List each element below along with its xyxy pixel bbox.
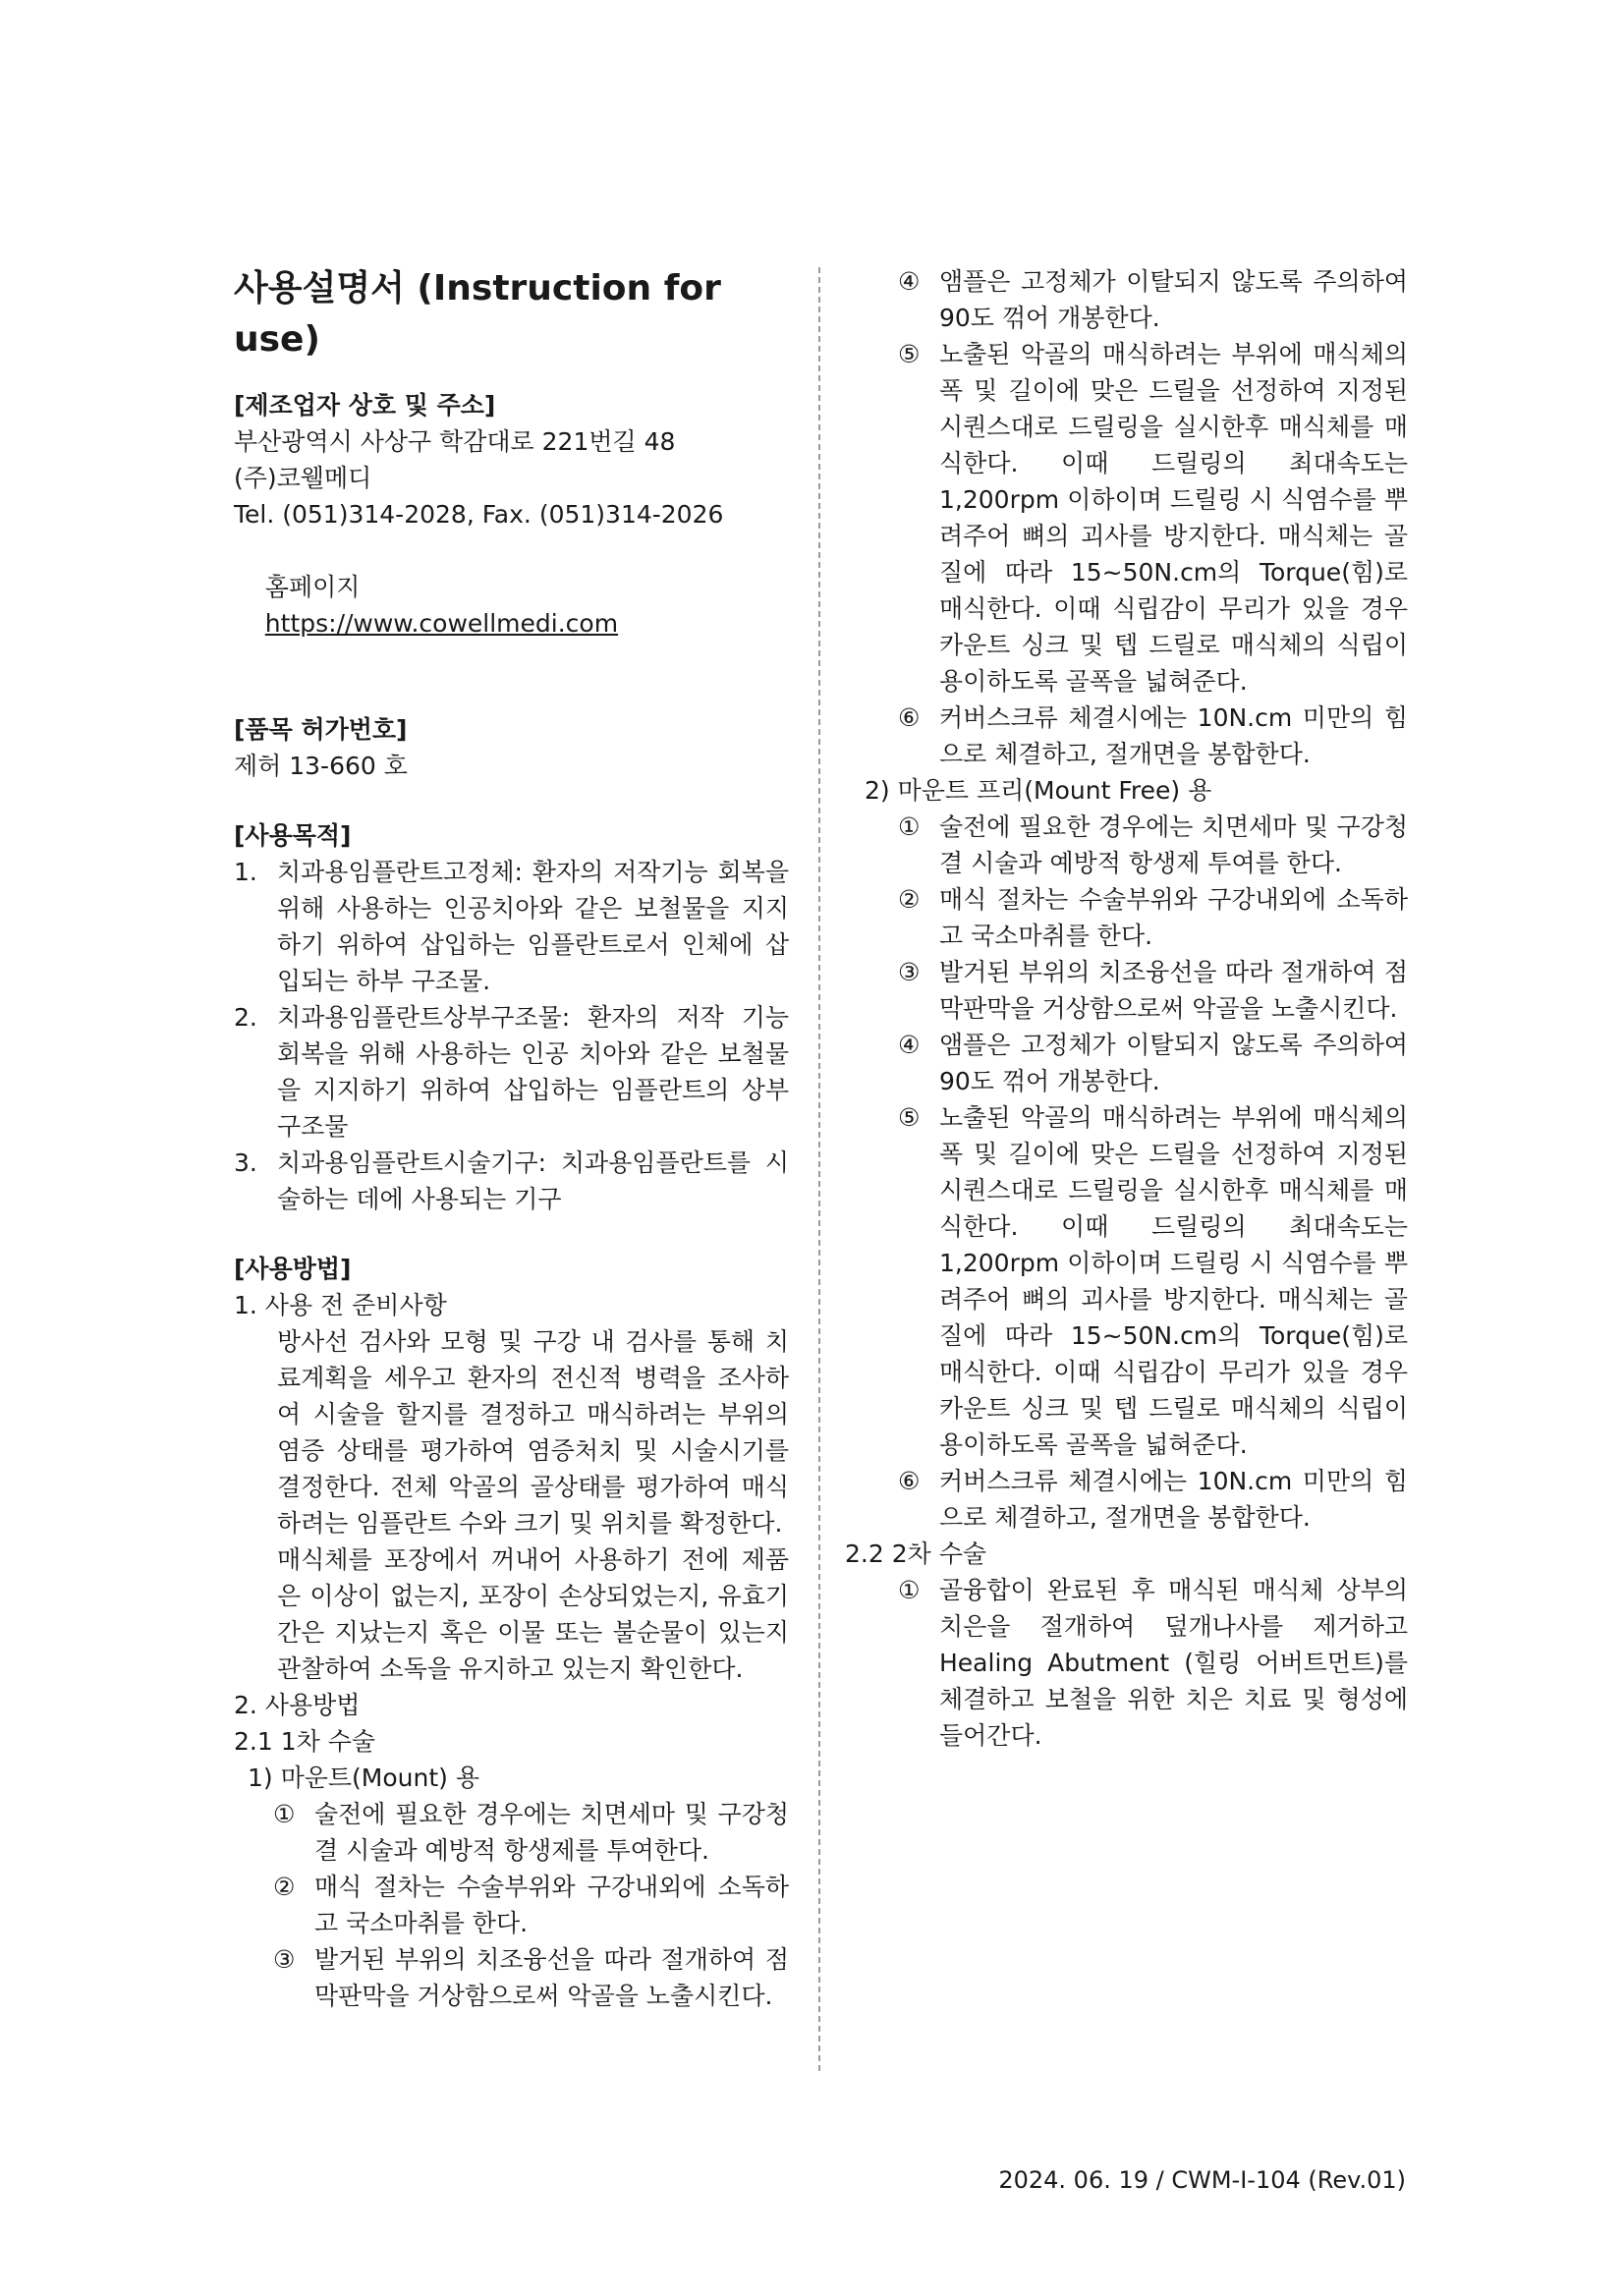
step-number: ①	[273, 1800, 296, 1828]
mount-title: 1) 마운트(Mount) 용	[248, 1764, 480, 1792]
step-text: 발거된 부위의 치조융선을 따라 절개하여 점막판막을 거상함으로써 악골을 노출시킨다.	[314, 1945, 789, 2010]
free-step	[898, 881, 1408, 954]
step-number: ①	[898, 812, 921, 841]
mount-step	[898, 700, 1408, 772]
purpose-item-number: 1.	[234, 858, 257, 886]
prep-paragraph-2: 매식체를 포장에서 꺼내어 사용하기 전에 제품은 이상이 없는지, 포장이 손상되었는지, 유효기간은 지났는지 혹은 이물 또는 불순물이 있는지 관찰하여 소독을 유지하고 있는지 확인한다.	[277, 1545, 789, 1683]
homepage-label: 홈페이지	[264, 573, 361, 601]
step-number: ①	[898, 1576, 921, 1604]
step-number: ④	[898, 1031, 921, 1059]
purpose-item	[234, 999, 789, 1145]
purpose-item	[234, 1145, 789, 1217]
free-step	[898, 954, 1408, 1027]
purpose-item-number: 2.	[234, 1003, 257, 1032]
manufacturer-tel-fax: Tel. (051)314-2028, Fax. (051)314-2026	[234, 500, 724, 529]
manufacturer-company: (주)코웰메디	[234, 464, 372, 492]
prep-title: 1. 사용 전 준비사항	[234, 1291, 447, 1319]
left-column	[234, 263, 789, 2014]
homepage-link[interactable]: https://www.cowellmedi.com	[264, 609, 619, 638]
step-text: 술전에 필요한 경우에는 치면세마 및 구강청결 시술과 예방적 항생제 투여를 한다.	[939, 812, 1408, 877]
purpose-heading: [사용목적]	[234, 821, 352, 850]
free-step	[898, 1027, 1408, 1099]
prep-paragraph-1: 방사선 검사와 모형 및 구강 내 검사를 통해 치료계획을 세우고 환자의 전신적 병력을 조사하여 시술을 할지를 결정하고 매식하려는 부위의 염증 상태를 평가하여 염증처치 및 시술시기를 결정한다. 전체 악골의 골상태를 평가하여 매식하려는 임플란트 수와 크기 및 위치를 확정한다.	[277, 1327, 789, 1538]
stage2-step	[898, 1572, 1408, 1754]
step-text: 노출된 악골의 매식하려는 부위에 매식체의 폭 및 길이에 맞은 드릴을 선정하여 지정된 시퀀스대로 드릴링을 실시한후 매식체를 매식한다. 이때 드릴링의 최대속도는 1,200rpm 이하이며 드릴링 시 식염수를 뿌려주어 뼈의 괴사를 방지한다. 매식체는 골질에 따라 15~50N.cm의 Torque(힘)로 매식한다. 이때 식립감이 무리가 있을 경우 카운트 싱크 및 텝 드릴로 매식체의 식립이 용이하도록 골폭을 넓혀준다.	[939, 1103, 1408, 1459]
free-step	[898, 1099, 1408, 1463]
stage1-title: 2.1 1차 수술	[234, 1727, 376, 1756]
step-text: 커버스크류 체결시에는 10N.cm 미만의 힘으로 체결하고, 절개면을 봉합한다.	[939, 703, 1408, 768]
manufacturer-heading: [제조업자 상호 및 주소]	[234, 391, 496, 420]
homepage-line	[234, 532, 789, 678]
permit-heading: [품목 허가번호]	[234, 715, 408, 744]
step-number: ④	[898, 267, 921, 296]
step-number: ③	[273, 1945, 296, 1974]
step-number: ③	[898, 958, 921, 986]
purpose-item-text: 치과용임플란트시술기구: 치과용임플란트를 시술하는 데에 사용되는 기구	[277, 1148, 789, 1213]
mount-step	[898, 336, 1408, 700]
step-text: 매식 절차는 수술부위와 구강내외에 소독하고 국소마취를 한다.	[939, 885, 1408, 950]
step-text: 매식 절차는 수술부위와 구강내외에 소독하고 국소마취를 한다.	[314, 1873, 789, 1937]
step-text: 커버스크류 체결시에는 10N.cm 미만의 힘으로 체결하고, 절개면을 봉합한다.	[939, 1467, 1408, 1532]
step-number: ⑤	[898, 1103, 921, 1132]
mount-step	[273, 1941, 789, 2014]
purpose-item-text: 치과용임플란트상부구조물: 환자의 저작 기능 회복을 위해 사용하는 인공 치아와 같은 보철물을 지지하기 위하여 삽입하는 임플란트의 상부 구조물	[277, 1003, 789, 1141]
method-heading: [사용방법]	[234, 1255, 352, 1283]
step-number: ②	[273, 1873, 296, 1901]
step-text: 앰플은 고정체가 이탈되지 않도록 주의하여 90도 꺾어 개봉한다.	[939, 1031, 1408, 1095]
purpose-item	[234, 854, 789, 999]
use-title: 2. 사용방법	[234, 1691, 361, 1719]
step-number: ②	[898, 885, 921, 914]
permit-number: 제허 13-660 호	[234, 752, 408, 780]
mount-step	[898, 263, 1408, 336]
stage2-title: 2.2 2차 수술	[845, 1540, 987, 1568]
step-text: 앰플은 고정체가 이탈되지 않도록 주의하여 90도 꺾어 개봉한다.	[939, 267, 1408, 332]
mount-step	[273, 1796, 789, 1869]
step-text: 술전에 필요한 경우에는 치면세마 및 구강청결 시술과 예방적 항생제를 투여한다.	[314, 1800, 789, 1865]
right-column	[845, 263, 1408, 1754]
mount-step	[273, 1869, 789, 1941]
step-number: ⑤	[898, 340, 921, 368]
manufacturer-address: 부산광역시 사상구 학감대로 221번길 48	[234, 427, 676, 456]
step-text: 발거된 부위의 치조융선을 따라 절개하여 점막판막을 거상함으로써 악골을 노출시킨다.	[939, 958, 1408, 1023]
free-step	[898, 809, 1408, 881]
step-number: ⑥	[898, 703, 921, 732]
free-step	[898, 1463, 1408, 1536]
purpose-item-number: 3.	[234, 1148, 257, 1177]
step-text: 노출된 악골의 매식하려는 부위에 매식체의 폭 및 길이에 맞은 드릴을 선정하여 지정된 시퀀스대로 드릴링을 실시한후 매식체를 매식한다. 이때 드릴링의 최대속도는 1,200rpm 이하이며 드릴링 시 식염수를 뿌려주어 뼈의 괴사를 방지한다. 매식체는 골질에 따라 15~50N.cm의 Torque(힘)로 매식한다. 이때 식립감이 무리가 있을 경우 카운트 싱크 및 텝 드릴로 매식체의 식립이 용이하도록 골폭을 넓혀준다.	[939, 340, 1408, 696]
document-footer: 2024. 06. 19 / CWM-I-104 (Rev.01)	[998, 2166, 1406, 2194]
step-text: 골융합이 완료된 후 매식된 매식체 상부의 치은을 절개하여 덮개나사를 제거하고 Healing Abutment (힐링 어버트먼트)를 체결하고 보철을 위한 치은 치료 및 형성에 들어간다.	[939, 1576, 1408, 1750]
purpose-item-text: 치과용임플란트고정체: 환자의 저작기능 회복을 위해 사용하는 인공치아와 같은 보철물을 지지하기 위하여 삽입하는 임플란트로서 인체에 삽입되는 하부 구조물.	[277, 858, 789, 995]
document-title: 사용설명서 (Instruction for use)	[234, 268, 721, 360]
mount-free-title: 2) 마운트 프리(Mount Free) 용	[865, 776, 1212, 805]
column-divider	[818, 267, 820, 2071]
step-number: ⑥	[898, 1467, 921, 1495]
